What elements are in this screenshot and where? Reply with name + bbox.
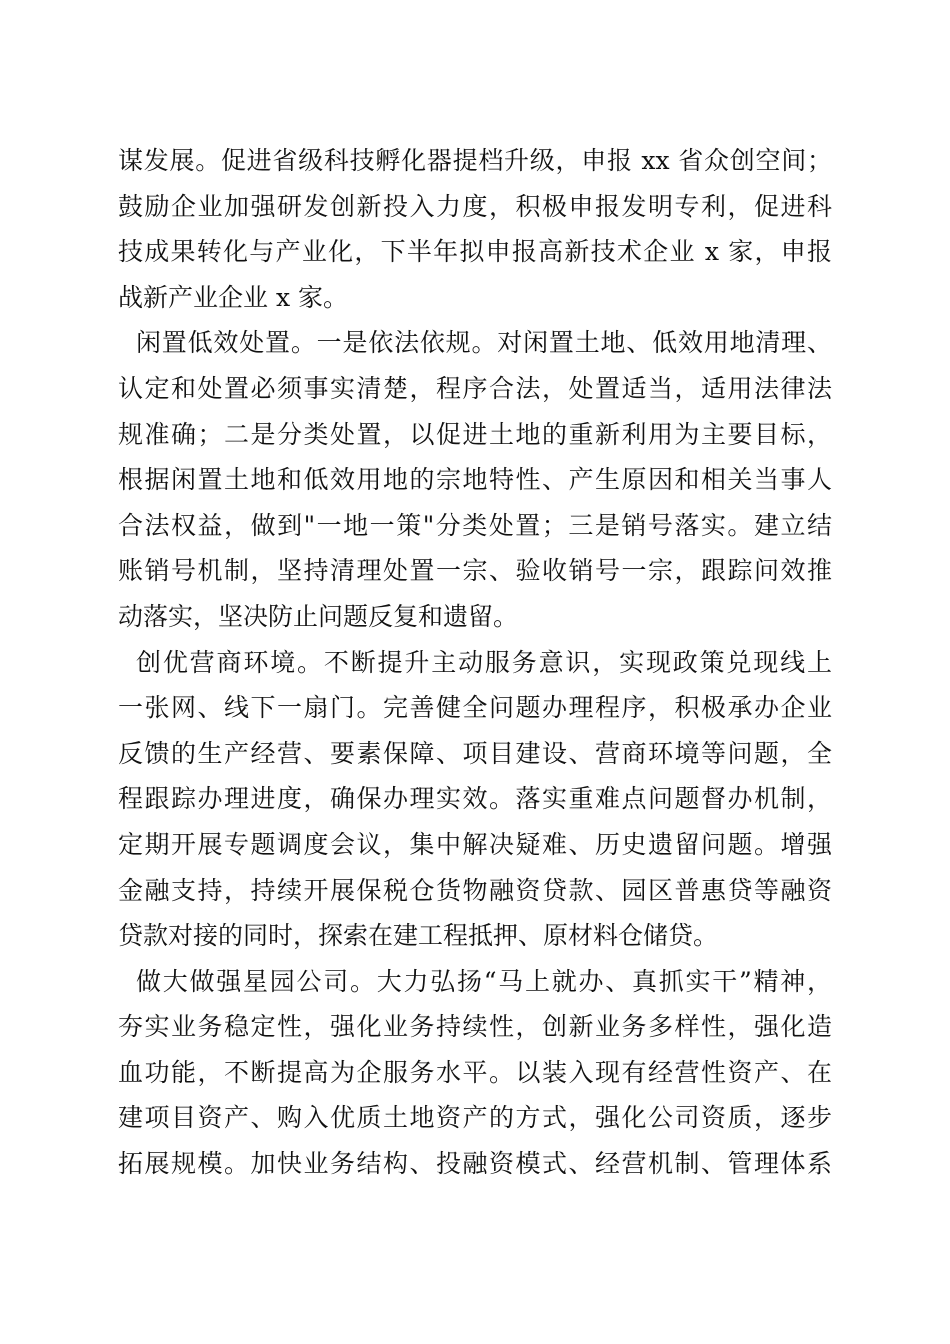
text-line: 创优营商环境。不断提升主动服务意识，实现政策兑现线上: [136, 647, 832, 677]
text-line: 认定和处置必须事实清楚，程序合法，处置适当，适用法律法: [118, 373, 832, 403]
paragraph-innovation: [118, 138, 832, 320]
text-line: 血功能，不断提高为企服务水平。以装入现有经营性资产、在: [118, 1057, 832, 1087]
text-line: 夯实业务稳定性，强化业务持续性，创新业务多样性，强化造: [118, 1012, 832, 1042]
text-line: 贷款对接的同时，探索在建工程抵押、原材料仓储贷。: [118, 921, 719, 951]
text-line: 金融支持，持续开展保税仓货物融资贷款、园区普惠贷等融资: [118, 875, 832, 905]
text-line: 一张网、线下一扇门。完善健全问题办理程序，积极承办企业: [118, 693, 832, 723]
text-line: 定期开展专题调度会议，集中解决疑难、历史遗留问题。增强: [118, 829, 832, 859]
text-line: 战新产业企业 x 家。: [118, 282, 348, 312]
text-line: 建项目资产、购入优质土地资产的方式，强化公司资质，逐步: [118, 1103, 832, 1133]
text-line: 根据闲置土地和低效用地的宗地特性、产生原因和相关当事人: [118, 465, 832, 495]
document-page: [118, 138, 832, 1187]
text-line: 规准确；二是分类处置，以促进土地的重新利用为主要目标，: [118, 419, 832, 449]
text-line: 合法权益，做到"一地一策"分类处置；三是销号落实。建立结: [118, 510, 832, 540]
text-line: 拓展规模。加快业务结构、投融资模式、经营机制、管理体系: [118, 1149, 832, 1179]
text-line: 闲置低效处置。一是依法依规。对闲置土地、低效用地清理、: [136, 328, 832, 358]
text-line: 程跟踪办理进度，确保办理实效。落实重难点问题督办机制，: [118, 784, 832, 814]
paragraph-idle-land-disposal: [118, 320, 832, 639]
text-line: 账销号机制，坚持清理处置一宗、验收销号一宗，跟踪问效推: [118, 556, 832, 586]
paragraph-xingyuan-company: [118, 959, 832, 1187]
paragraph-business-environment: [118, 640, 832, 959]
text-line: 做大做强星园公司。大力弘扬“马上就办、真抓实干”精神，: [136, 966, 832, 996]
text-line: 谋发展。促进省级科技孵化器提档升级，申报 xx 省众创空间；: [118, 146, 832, 175]
text-line: 动落实，坚决防止问题反复和遗留。: [118, 601, 519, 631]
text-line: 反馈的生产经营、要素保障、项目建设、营商环境等问题，全: [118, 738, 832, 768]
text-line: 技成果转化与产业化，下半年拟申报高新技术企业 x 家，申报: [118, 237, 832, 267]
text-line: 鼓励企业加强研发创新投入力度，积极申报发明专利，促进科: [118, 191, 832, 221]
